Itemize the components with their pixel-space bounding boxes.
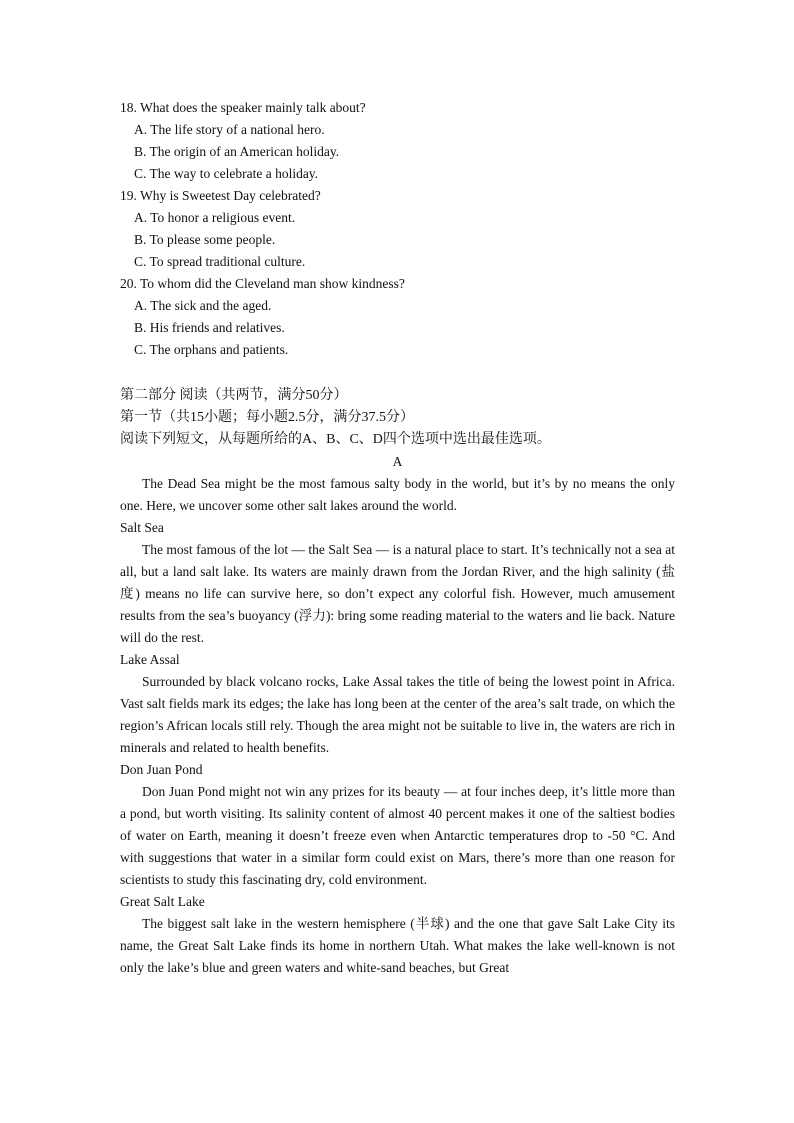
section-heading: Lake Assal [120,652,180,667]
reading-section-header [120,385,675,451]
option-a: A. To honor a religious event. [134,210,296,225]
question-20 [120,273,675,361]
subsection-title: 第一节（共15小题；每小题2.5分，满分37.5分） [120,410,414,425]
question-19 [120,185,675,273]
section-text: The biggest salt lake in the western hemisphere (半球) and the one that gave Salt Lake City its name, the Great Salt Lake finds its home in northern Utah. What makes the lake well-known is not only the lake’s blue and green waters and white-sand beaches, but Great [120,916,675,975]
option-b: B. The origin of an American holiday. [134,144,340,159]
section-text: Surrounded by black volcano rocks, Lake Assal takes the title of being the lowest point in Africa. Vast salt fields mark its edges; the lake has long been at the center of the area’s salt trade, on which the region’s African locals still rely. Though the area might not be suitable to live in, the waters are rich in minerals and related to health benefits. [120,674,675,755]
option-a: A. The sick and the aged. [134,298,272,313]
section-text: The most famous of the lot — the Salt Sea — is a natural place to start. It’s technically not a sea at all, but a land salt lake. Its waters are mainly drawn from the Jordan River, and the high salinity (盐度) means no life can survive here, so don’t expect any colorful fish. However, much amusement results from the sea’s buoyancy (浮力): bring some reading material to the waters and lie back. Nature will do the rest. [120,542,675,645]
part-title: 第二部分 阅读（共两节，满分50分） [120,388,348,403]
instruction: 阅读下列短文，从每题所给的A、B、C、D四个选项中选出最佳选项。 [120,432,551,447]
section-gap [120,361,675,385]
option-c: C. The orphans and patients. [134,342,289,357]
section-heading: Great Salt Lake [120,894,205,909]
passage-letter: A [392,454,403,469]
passage-section-salt-sea [120,517,675,649]
question-18 [120,97,675,185]
passage-section-great-salt-lake [120,891,675,979]
passage-intro: The Dead Sea might be the most famous salty body in the world, but it’s by no means the only one. Here, we uncover some other salt lakes around the world. [120,476,675,513]
option-b: B. His friends and relatives. [134,320,285,335]
section-heading: Salt Sea [120,520,164,535]
option-c: C. To spread traditional culture. [134,254,306,269]
question-stem: 19. Why is Sweetest Day celebrated? [120,188,321,203]
question-stem: 20. To whom did the Cleveland man show kindness? [120,276,405,291]
section-heading: Don Juan Pond [120,762,203,777]
section-text: Don Juan Pond might not win any prizes for its beauty — at four inches deep, it’s little more than a pond, but worth visiting. Its salinity content of almost 40 percent makes it one of the saltiest bodies of water on Earth, meaning it doesn’t freeze even when Antarctic temperatures drop to -50 °C. And with suggestions that water in a similar form could exist on Mars, there’s more than one reason for scientists to study this fascinating dry, cold environment. [120,784,675,887]
option-b: B. To please some people. [134,232,276,247]
exam-page [120,97,675,979]
passage-section-don-juan-pond [120,759,675,891]
option-a: A. The life story of a national hero. [134,122,325,137]
option-c: C. The way to celebrate a holiday. [134,166,319,181]
passage-section-lake-assal [120,649,675,759]
question-stem: 18. What does the speaker mainly talk about? [120,100,366,115]
